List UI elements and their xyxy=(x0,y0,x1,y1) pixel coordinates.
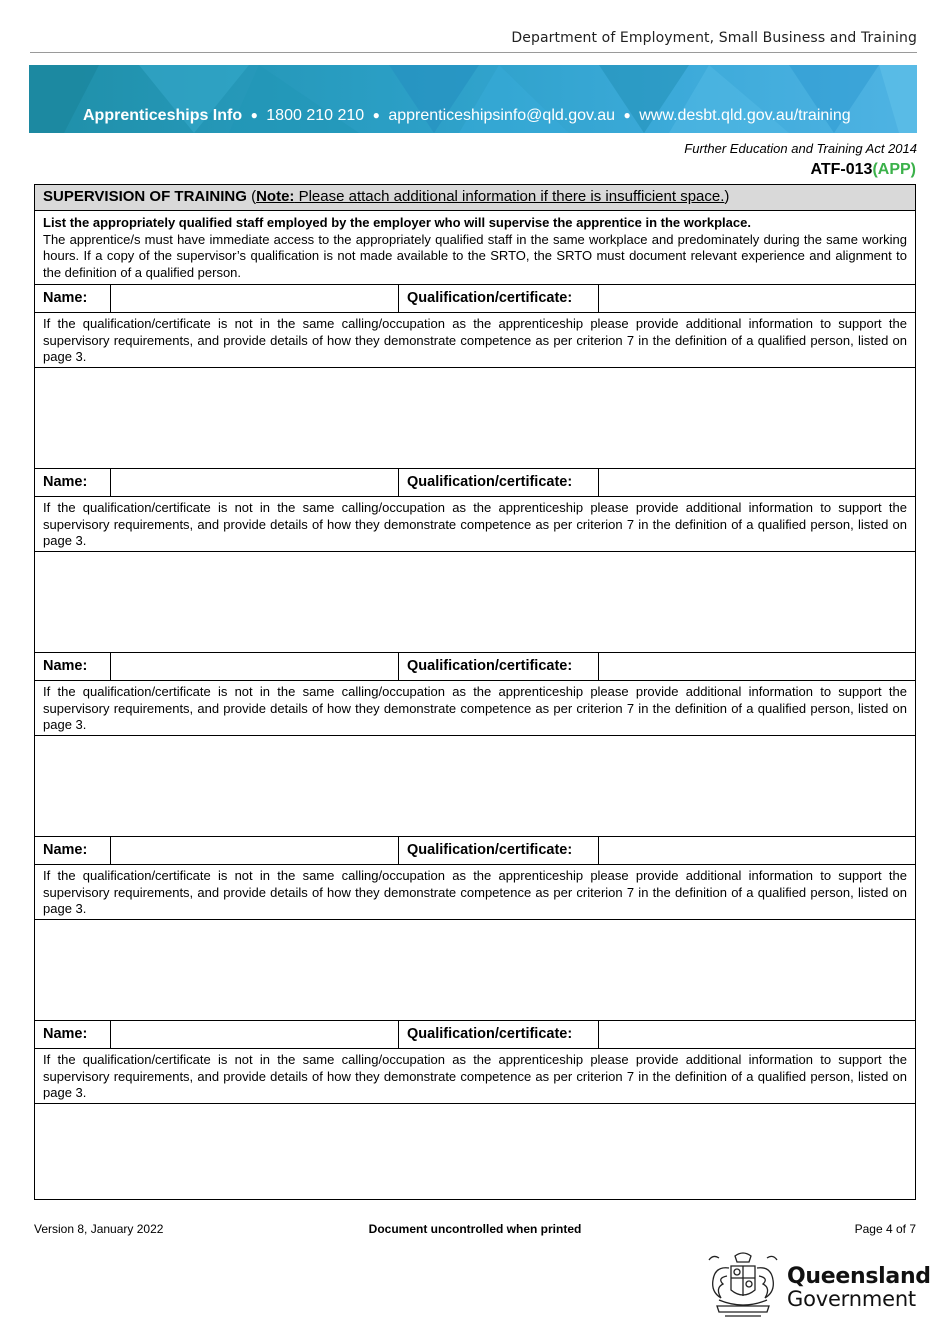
logo-line-1: Queensland xyxy=(787,1264,931,1289)
form-code-suffix: (APP) xyxy=(872,161,916,178)
section-header xyxy=(35,185,915,211)
queensland-government-logo xyxy=(705,1250,931,1322)
supervisor-block-3 xyxy=(35,653,915,837)
qualification-field[interactable] xyxy=(599,285,915,312)
section-title: SUPERVISION OF TRAINING xyxy=(43,188,247,205)
logo-line-2: Government xyxy=(787,1287,916,1311)
supervisor-instruction: If the qualification/certificate is not in the same calling/occupation as the apprenticeship please provide additional information to support the supervisory requirements, and provide details of how they demonstrate competence as per criterion 7 in the definition of a qualified person, listed on page 3. xyxy=(35,497,915,552)
name-label: Name: xyxy=(35,469,111,496)
qualification-label: Qualification/certificate: xyxy=(399,285,599,312)
name-field[interactable] xyxy=(111,1021,399,1048)
department-name: Department of Employment, Small Business and Training xyxy=(511,30,917,46)
supervisor-row xyxy=(35,653,915,681)
additional-info-field[interactable] xyxy=(35,736,915,836)
name-label: Name: xyxy=(35,653,111,680)
name-label: Name: xyxy=(35,1021,111,1048)
intro-instruction: List the appropriately qualified staff employed by the employer who will supervise the apprentice in the workplace. xyxy=(43,215,751,230)
form-code xyxy=(811,161,917,179)
supervisor-instruction: If the qualification/certificate is not in the same calling/occupation as the apprenticeship please provide additional information to support the supervisory requirements, and provide details of how they demonstrate competence as per criterion 7 in the definition of a qualified person, listed on page 3. xyxy=(35,1049,915,1104)
supervisor-block-2 xyxy=(35,469,915,653)
name-field[interactable] xyxy=(111,653,399,680)
section-intro xyxy=(35,211,915,285)
queensland-coat-of-arms-icon xyxy=(705,1250,781,1322)
header-divider xyxy=(30,52,917,53)
bullet-icon: ● xyxy=(372,108,380,122)
additional-info-field[interactable] xyxy=(35,920,915,1020)
banner-label: Apprenticeships Info xyxy=(83,107,243,124)
qualification-label: Qualification/certificate: xyxy=(399,837,599,864)
qualification-field[interactable] xyxy=(599,469,915,496)
banner-contact-line xyxy=(83,107,851,125)
qualification-field[interactable] xyxy=(599,1021,915,1048)
supervisor-block-4 xyxy=(35,837,915,1021)
section-note-label: Note: xyxy=(256,188,295,205)
version-label: Version 8, January 2022 xyxy=(34,1222,164,1236)
bullet-icon: ● xyxy=(623,108,631,122)
name-field[interactable] xyxy=(111,285,399,312)
section-note-text: Please attach additional information if there is insufficient space. xyxy=(294,188,725,205)
banner-website[interactable]: www.desbt.qld.gov.au/training xyxy=(639,107,851,124)
uncontrolled-notice: Document uncontrolled when printed xyxy=(368,1222,582,1236)
form-code-number: ATF-013 xyxy=(810,161,873,178)
name-label: Name: xyxy=(35,837,111,864)
section-note-open: ( xyxy=(251,188,257,205)
supervisor-row xyxy=(35,837,915,865)
supervisor-instruction: If the qualification/certificate is not in the same calling/occupation as the apprenticeship please provide additional information to support the supervisory requirements, and provide details of how they demonstrate competence as per criterion 7 in the definition of a qualified person, listed on page 3. xyxy=(35,313,915,368)
logo-wordmark xyxy=(787,1266,931,1310)
supervisor-block-5 xyxy=(35,1021,915,1204)
supervisor-row xyxy=(35,469,915,497)
additional-info-field[interactable] xyxy=(35,1104,915,1204)
section-note xyxy=(256,188,724,205)
intro-text: The apprentice/s must have immediate access to the appropriately qualified staff in the same workplace and predominately during the same working hours. If a copy of the supervisor’s qualification is not made available to the SRTO, the SRTO must document relevant experience and alignment to the definition of a qualified person. xyxy=(43,231,907,280)
legislation-reference: Further Education and Training Act 2014 xyxy=(684,141,917,156)
supervision-form xyxy=(34,184,916,1200)
qualification-label: Qualification/certificate: xyxy=(399,653,599,680)
supervisor-row xyxy=(35,285,915,313)
qualification-label: Qualification/certificate: xyxy=(399,469,599,496)
supervisor-row xyxy=(35,1021,915,1049)
additional-info-field[interactable] xyxy=(35,552,915,652)
banner-email[interactable]: apprenticeshipsinfo@qld.gov.au xyxy=(388,107,616,124)
name-field[interactable] xyxy=(111,837,399,864)
name-field[interactable] xyxy=(111,469,399,496)
name-label: Name: xyxy=(35,285,111,312)
supervisor-instruction: If the qualification/certificate is not in the same calling/occupation as the apprenticeship please provide additional information to support the supervisory requirements, and provide details of how they demonstrate competence as per criterion 7 in the definition of a qualified person, listed on page 3. xyxy=(35,865,915,920)
qualification-field[interactable] xyxy=(599,837,915,864)
supervisor-instruction: If the qualification/certificate is not in the same calling/occupation as the apprenticeship please provide additional information to support the supervisory requirements, and provide details of how they demonstrate competence as per criterion 7 in the definition of a qualified person, listed on page 3. xyxy=(35,681,915,736)
page-number: Page 4 of 7 xyxy=(854,1222,916,1236)
qualification-field[interactable] xyxy=(599,653,915,680)
additional-info-field[interactable] xyxy=(35,368,915,468)
qualification-label: Qualification/certificate: xyxy=(399,1021,599,1048)
contact-banner xyxy=(29,65,917,133)
banner-phone[interactable]: 1800 210 210 xyxy=(266,107,365,124)
bullet-icon: ● xyxy=(250,108,258,122)
supervisor-block-1 xyxy=(35,285,915,469)
section-note-close: ) xyxy=(724,188,730,205)
